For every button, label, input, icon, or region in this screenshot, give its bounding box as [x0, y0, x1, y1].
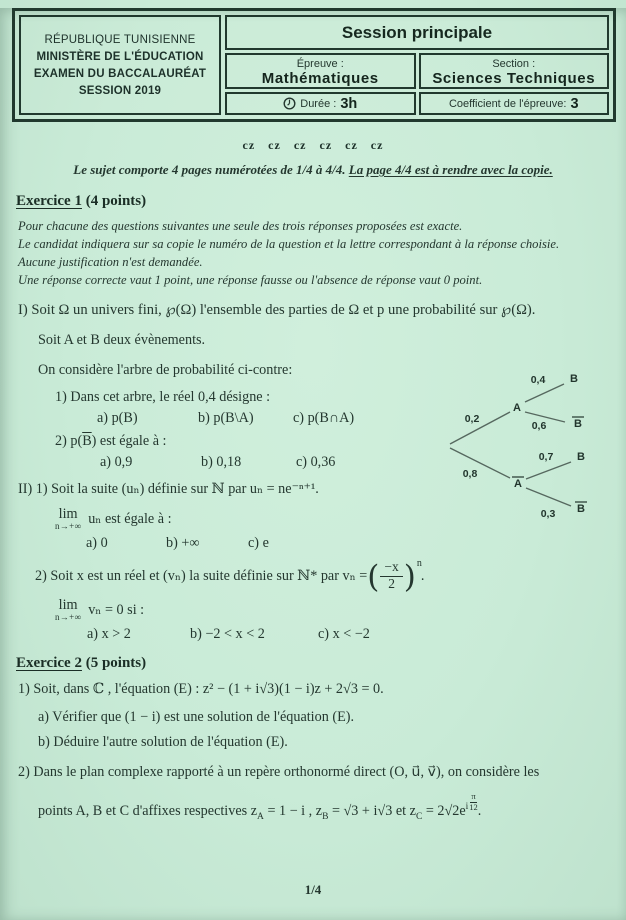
part-II-question-2: 2) Soit x est un réel et (vₙ) la suite définie sur ℕ* par vₙ = ( $\frac{-x}{2}$ ) n .	[35, 557, 425, 596]
option-a: a) 0	[86, 535, 108, 552]
option-c: c) e	[248, 535, 269, 552]
affixes-pre: points A, B et C d'affixes respectives z	[38, 803, 258, 820]
subscript-B: B	[322, 812, 329, 823]
tree-intro-line: On considère l'arbre de probabilité ci-contre:	[38, 362, 293, 378]
question-pre: 2) Soit x est un réel et (vₙ) la suite définie sur ℕ* par vₙ =	[35, 567, 368, 584]
affixes-mid2: = √3 + i√3 et z	[328, 803, 416, 820]
fraction-numerator: −x	[380, 560, 402, 577]
tree-node-Abar: A	[514, 478, 522, 490]
question-end: .	[420, 567, 425, 584]
affixes-mid1: = 1 − i , z	[263, 803, 323, 820]
part-I-intro: I) Soit Ω un univers fini, ℘(Ω) l'ensemble des parties de Ω et p une probabilité sur ℘(Ω).	[18, 302, 536, 318]
question-2-post: ) est égale à :	[91, 433, 167, 449]
tree-node-B: B	[570, 373, 578, 385]
exercise1-title-text: Exercice 1	[16, 193, 82, 209]
ornament-row: cz cz cz cz cz cz	[242, 138, 384, 152]
tree-branch-Abar-Bbar	[526, 488, 571, 506]
option-c: c) 0,36	[296, 454, 336, 470]
question-2-pre: 2) p(	[55, 433, 83, 449]
rule-line: Aucune justification n'est demandée.	[18, 255, 203, 269]
exercise1-points: (4 points)	[81, 193, 147, 209]
tree-prob-label: 0,4	[530, 374, 546, 386]
limit-2-rest: vₙ = 0 si :	[88, 601, 145, 618]
ministry-line: MINISTÈRE DE L'ÉDUCATION	[36, 50, 204, 63]
notice-part2: La page 4/4 est à rendre avec la copie.	[348, 162, 553, 177]
option-c: c) x < −2	[318, 626, 370, 643]
tree-branch-A-B	[525, 384, 564, 402]
option-a: a) p(B)	[97, 410, 138, 426]
option-b: b) p(B\A)	[198, 410, 254, 426]
rule-line: Pour chacune des questions suivantes une seule des trois réponses proposées est exacte.	[18, 219, 463, 233]
exam-line: EXAMEN DU BACCALAURÉAT	[33, 67, 207, 80]
tree-branch-Abar-B	[526, 462, 571, 479]
question-1: 1) Dans cet arbre, le réel 0,4 désigne :	[55, 389, 271, 405]
fraction-exponent: n	[416, 557, 422, 569]
exercise2-points: (5 points)	[81, 655, 147, 672]
tree-node-Bbar: B	[577, 503, 585, 515]
complex-plane-line: 2) Dans le plan complexe rapporté à un repère orthonormé direct (O, u⃗, v⃗), on considère les	[18, 764, 540, 781]
tree-branch-root-Abar	[450, 448, 510, 478]
rule-line: Le candidat indiquera sur sa copie le numéro de la question et la lettre correspondant à la réponse choisie.	[18, 237, 560, 251]
option-a: a) x > 2	[87, 626, 131, 643]
notice-part1: Le sujet comporte 4 pages numérotées de 1/4 à 4/4.	[73, 162, 349, 177]
exponent-i-pi-12	[466, 792, 478, 812]
tree-prob-label: 0,2	[464, 413, 480, 425]
subscript-A: A	[257, 812, 264, 823]
lim-subscript: n→+∞	[55, 520, 82, 531]
tree-branch-root-A	[450, 412, 510, 444]
limit-1-rest: uₙ est égale à :	[88, 510, 172, 527]
rule-line: Une réponse correcte vaut 1 point, une réponse fausse ou l'absence de réponse vaut 0 point.	[18, 273, 483, 287]
probability-tree	[426, 360, 622, 530]
lim-label: lim	[58, 597, 78, 614]
equation-line: 1) Soit, dans ℂ , l'équation (E) : z² − (1 + i√3)(1 − i)z + 2√3 = 0.	[18, 681, 384, 698]
duree-label: Durée :	[300, 97, 337, 110]
epreuve-label: Épreuve :	[296, 58, 344, 70]
option-b: b) 0,18	[201, 454, 242, 470]
tree-node-A: A	[513, 402, 521, 414]
tree-node-Bbar: B	[574, 418, 582, 430]
small-fraction-denominator: 12	[469, 801, 478, 812]
lim-subscript: n→+∞	[55, 611, 82, 622]
duree-value: 3h	[340, 95, 358, 112]
small-fraction-numerator: π	[471, 791, 476, 802]
epreuve-value: Mathématiques	[261, 70, 379, 87]
coefficient-label: Coefficient de l'épreuve:	[448, 97, 567, 110]
page-number: 1/4	[304, 882, 322, 897]
option-b: b) +∞	[166, 535, 200, 552]
tree-prob-label: 0,6	[531, 420, 547, 432]
subscript-C: C	[415, 812, 423, 823]
republic-line: RÉPUBLIQUE TUNISIENNE	[44, 33, 196, 46]
question-1b-line: b) Déduire l'autre solution de l'équation (E).	[38, 734, 288, 751]
events-line: Soit A et B deux évènements.	[38, 332, 206, 348]
section-value: Sciences Techniques	[432, 70, 596, 87]
tree-prob-label: 0,7	[538, 451, 554, 463]
part-II-question-1: II) 1) Soit la suite (uₙ) définie sur ℕ par uₙ = ne⁻ⁿ⁺¹.	[18, 481, 319, 497]
session-year-line: SESSION 2019	[78, 84, 162, 97]
option-c: c) p(B∩A)	[293, 410, 355, 426]
fraction-denominator: 2	[388, 576, 395, 592]
tree-prob-label: 0,8	[462, 468, 478, 480]
affixes-end: .	[477, 803, 482, 820]
section-label: Section :	[492, 58, 536, 70]
question-1a-line: a) Vérifier que (1 − i) est une solution de l'équation (E).	[38, 709, 355, 726]
coefficient-value: 3	[570, 95, 579, 112]
b-bar: $\overline{B}$	[82, 433, 92, 449]
tree-node-B: B	[577, 451, 585, 463]
option-a: a) 0,9	[100, 454, 133, 470]
tree-prob-label: 0,3	[540, 508, 556, 520]
exponent-i: i	[465, 801, 469, 812]
affixes-mid3: = 2√2e	[422, 803, 466, 820]
exercise2-title-text: Exercice 2	[16, 655, 82, 672]
lim-label: lim	[58, 506, 78, 522]
session-title: Session principale	[225, 15, 609, 50]
small-fraction	[469, 792, 478, 812]
option-b: b) −2 < x < 2	[190, 626, 265, 643]
